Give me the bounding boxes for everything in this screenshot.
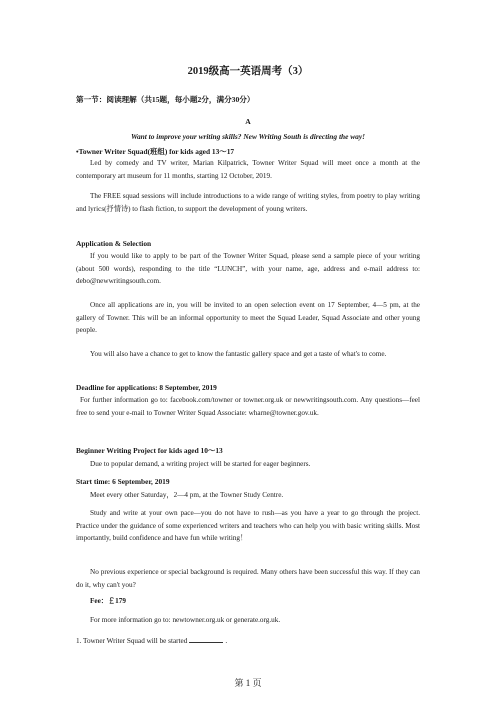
paragraph-4: Once all applications are in, you will be invited to an open selection event on 17 September, 4—5 pm, at the gallery of Towner. This will be an informal opportunity to meet the Squad Leader, Squad Associate and other young people. (76, 301, 420, 335)
paragraph-7: Due to popular demand, a writing project will be started for eager beginners. (90, 460, 311, 468)
paragraph-6: For further information go to: facebook.com/towner or towner.org.uk or newwritingsouth.com. Any questions—feel free to send your e-mail to Towner Writer Squad Associate: wharne@towner.gov.uk. (76, 396, 420, 417)
beginner-heading: Beginner Writing Project for kids aged 10～13 (76, 446, 223, 455)
page-title: 2019级高一英语周考（3） (187, 66, 309, 77)
passage-intro: Want to improve your writing skills? New Writing South is directing the way! (130, 132, 366, 141)
passage-letter: A (245, 117, 251, 126)
paragraph-8: Meet every other Saturday，2—4 pm, at the Towner Study Centre. (90, 491, 284, 499)
deadline-heading: Deadline for applications: 8 September, 2019 (76, 383, 217, 392)
paragraph-2: The FREE squad sessions will include introductions to a wide range of writing styles, from poetry to play writing and lyrics(抒情诗) to flash fiction, to support the development of young writers. (76, 192, 420, 213)
paragraph-9: Study and write at your own pace—you do not have to rush—as you have a year to go through the project. Practice under the guidance of some experienced writers and teachers who can help you with basic writing skills. Most importantly, build confidence and have fun while writing！ (76, 509, 420, 543)
page-number: 第 1 页 (234, 678, 262, 688)
fee-label: Fee：￡179 (90, 597, 126, 605)
paragraph-1: Led by comedy and TV writer, Marian Kilpatrick, Towner Writer Squad will meet once a month at the contemporary art museum for 11 months, starting 12 October, 2019. (76, 159, 420, 180)
paragraph-3: If you would like to apply to be part of the Towner Writer Squad, please send a sample piece of your writing (about 500 words), responding to the title “LUNCH”, with your name, age, address and e-mail address to: debo@newwritingsouth.com. (76, 252, 420, 286)
fee (76, 595, 420, 608)
start-time: Start time: 6 September, 2019 (76, 477, 170, 486)
question-1 (76, 636, 227, 645)
application-heading: Application & Selection (76, 239, 152, 248)
section-heading: 第一节：阅读理解（共15题，每小题2分，满分30分） (76, 95, 255, 104)
squad-heading: •Towner Writer Squad(班组) for kids aged 13～17 (76, 147, 235, 156)
answer-blank[interactable] (189, 636, 223, 643)
paragraph-10: No previous experience or special background is required. Many others have been successful this way. If they can do it, why can't you? (76, 568, 420, 589)
paragraph-11: For more information go to: newtowner.org.uk or generate.org.uk. (90, 616, 281, 624)
question-1-end: . (225, 637, 228, 645)
paragraph-5: You will also have a chance to get to know the fantastic gallery space and get a taste of what's to come. (90, 350, 387, 358)
question-1-text: 1. Towner Writer Squad will be started (76, 637, 188, 645)
